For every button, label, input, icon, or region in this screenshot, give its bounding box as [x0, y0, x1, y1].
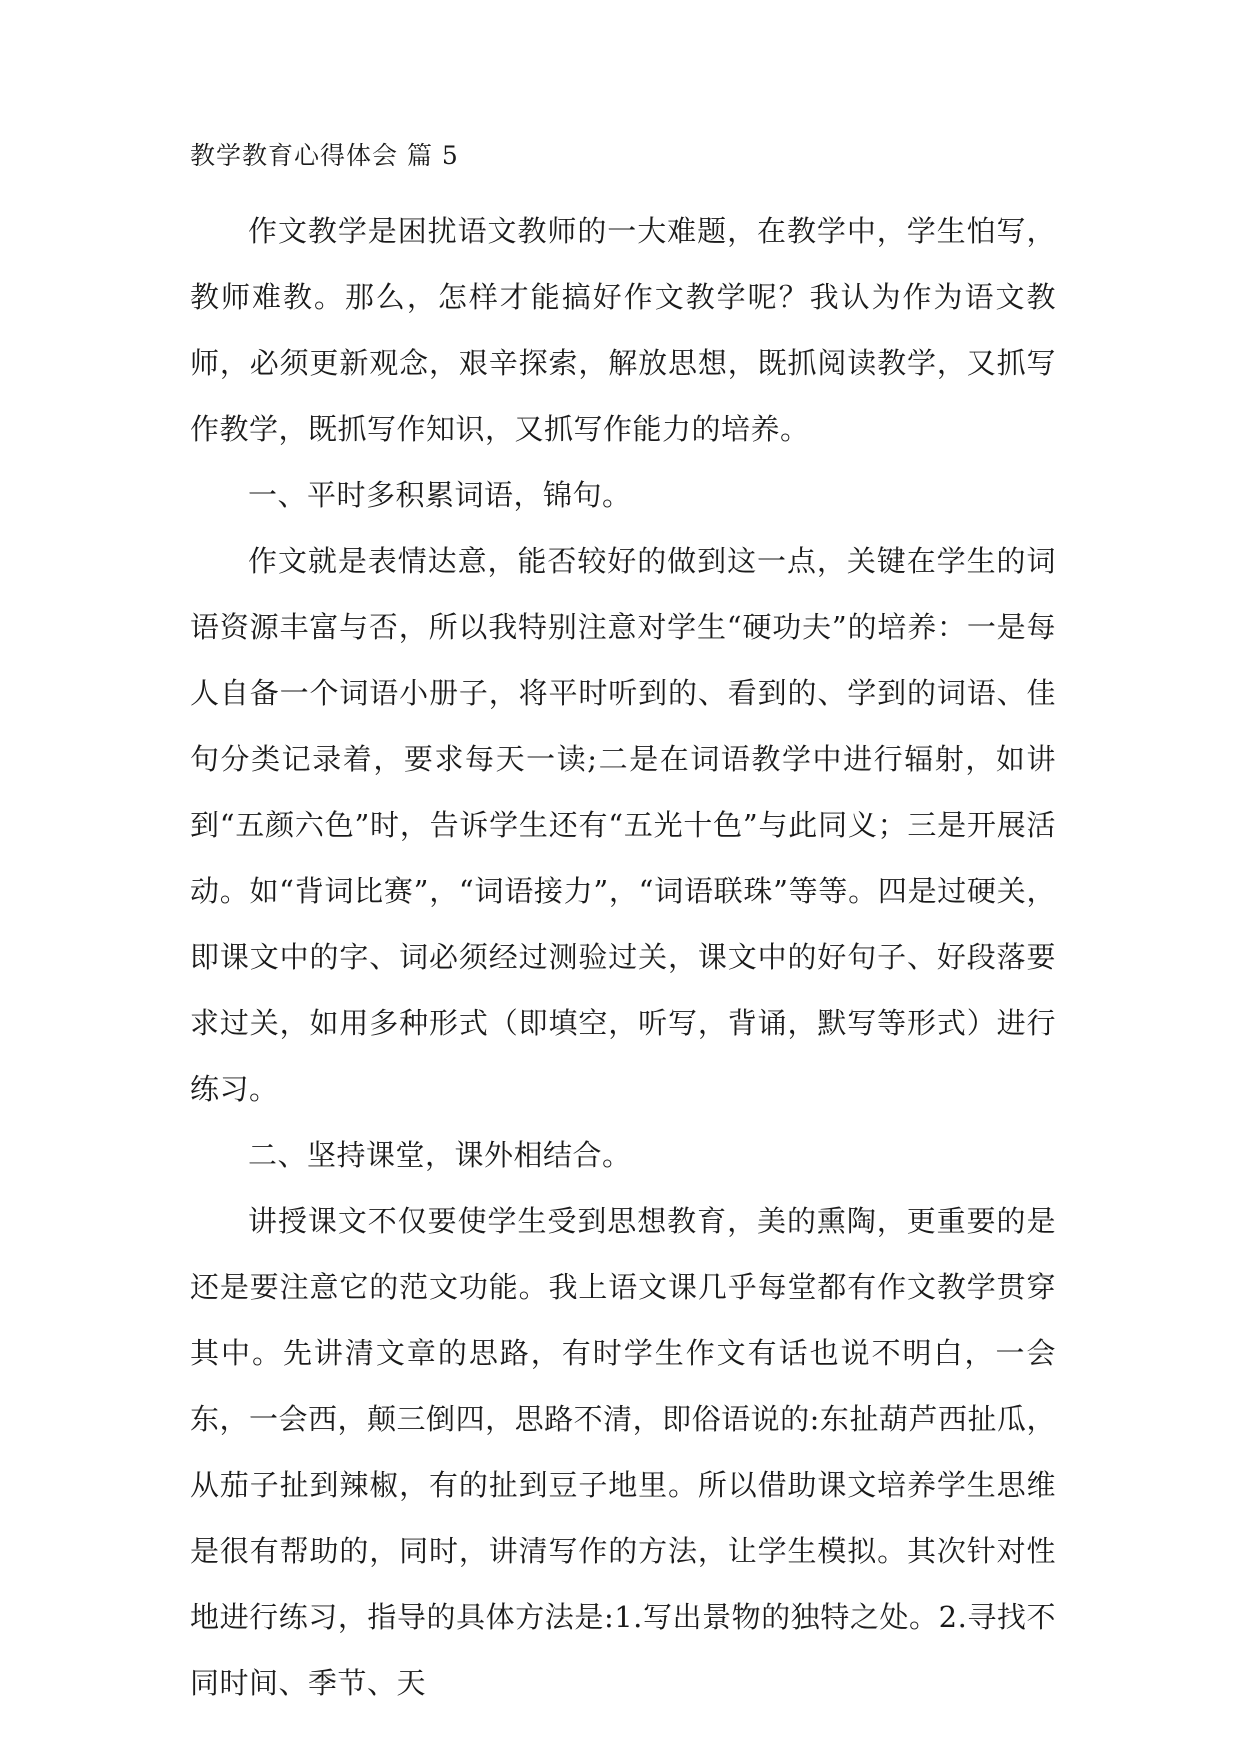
paragraph-intro: 作文教学是困扰语文教师的一大难题，在教学中，学生怕写，教师难教。那么，怎样才能搞好作文教学呢？我认为作为语文教师，必须更新观念，艰辛探索，解放思想，既抓阅读教学，又抓写作教学，既抓写作知识，又抓写作能力的培养。: [190, 214, 1056, 446]
document-body: [190, 136, 1056, 1716]
section-heading-1: 一、平时多积累词语，锦句。: [248, 478, 632, 512]
section-heading-2: 二、坚持课堂，课外相结合。: [248, 1138, 632, 1172]
document-title: 教学教育心得体会 篇 5: [190, 141, 459, 170]
paragraph-section-1: 作文就是表情达意，能否较好的做到这一点，关键在学生的词语资源丰富与否，所以我特别注意对学生“硬功夫”的培养：一是每人自备一个词语小册子，将平时听到的、看到的、学到的词语、佳句分类记录着，要求每天一读;二是在词语教学中进行辐射，如讲到“五颜六色”时，告诉学生还有“五光十色”与此同义；三是开展活动。如“背词比赛”，“词语接力”，“词语联珠”等等。四是过硬关，即课文中的字、词必须经过测验过关，课文中的好句子、好段落要求过关，如用多种形式（即填空，听写，背诵，默写等形式）进行练习。: [190, 544, 1056, 1106]
paragraph-section-2: 讲授课文不仅要使学生受到思想教育，美的熏陶，更重要的是还是要注意它的范文功能。我上语文课几乎每堂都有作文教学贯穿其中。先讲清文章的思路，有时学生作文有话也说不明白，一会东，一会西，颠三倒四，思路不清，即俗语说的:东扯葫芦西扯瓜，从茄子扯到辣椒，有的扯到豆子地里。所以借助课文培养学生思维是很有帮助的，同时，讲清写作的方法，让学生模拟。其次针对性地进行练习，指导的具体方法是:1.写出景物的独特之处。2.寻找不同时间、季节、天: [190, 1204, 1056, 1700]
